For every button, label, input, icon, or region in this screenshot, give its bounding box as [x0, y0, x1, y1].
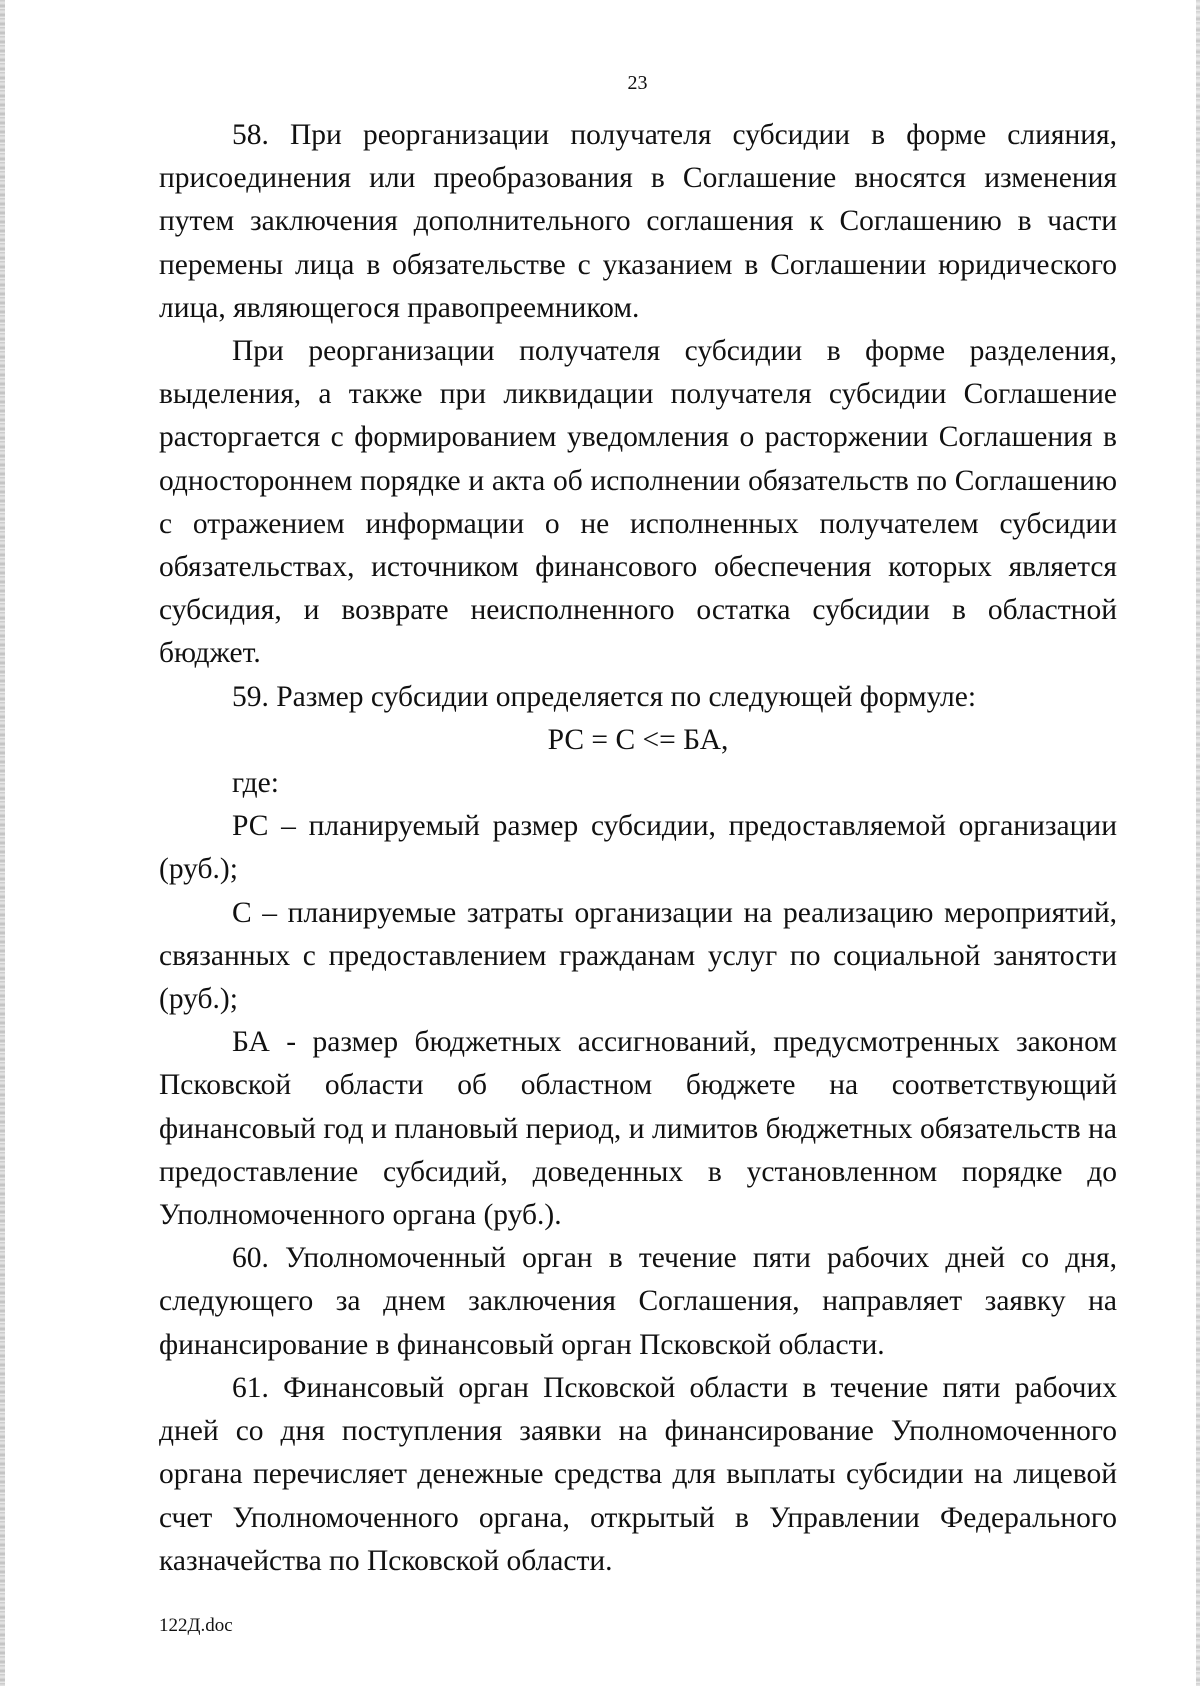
paragraph-58-reorganization: При реорганизации получателя субсидии в форме разделения, выделения, а также при ликвидации получателя субсидии Соглашение расторгается с формированием уведомления о расторжении Соглашения в одностороннем порядке и акта об исполнении обязательств по Соглашению с отражением информации о не исполненных получателем субсидии обязательствах, источником финансового обеспечения которых является субсидия, и возврате неисполненного остатка субсидии в областной бюджет.: [159, 335, 1117, 670]
definition-rs: РС – планируемый размер субсидии, предоставляемой организации (руб.);: [159, 810, 1117, 886]
scan-edge-right: [1196, 0, 1200, 1686]
page-number: 23: [627, 72, 648, 94]
scan-edge-left: [0, 0, 5, 1686]
formula: РС = С <= БА,: [547, 723, 729, 756]
formula-where: где:: [232, 767, 279, 800]
definition-c: С – планируемые затраты организации на реализацию мероприятий, связанных с предоставлением гражданам услуг по социальной занятости (руб.);: [159, 896, 1117, 1016]
footer-filename: 122Д.doc: [159, 1615, 233, 1636]
paragraph-59: 59. Размер субсидии определяется по следующей формуле:: [232, 680, 977, 713]
document-body: [159, 114, 1117, 1583]
paragraph-61: 61. Финансовый орган Псковской области в течение пяти рабочих дней со дня поступления заявки на финансирование Уполномоченного органа перечисляет денежные средства для выплаты субсидии на лицевой счет Уполномоченного органа, открытый в Управлении Федерального казначейства по Псковской области.: [159, 1371, 1117, 1577]
definition-ba: БА - размер бюджетных ассигнований, предусмотренных законом Псковской области об областном бюджете на соответствующий финансовый год и плановый период, и лимитов бюджетных обязательств на предоставление субсидий, доведенных в установленном порядке до Уполномоченного органа (руб.).: [159, 1026, 1117, 1232]
paragraph-60: 60. Уполномоченный орган в течение пяти рабочих дней со дня, следующего за днем заключения Соглашения, направляет заявку на финансирование в финансовый орган Псковской области.: [159, 1242, 1117, 1361]
paragraph-58: 58. При реорганизации получателя субсидии в форме слияния, присоединения или преобразования в Соглашение вносятся изменения путем заключения дополнительного соглашения к Соглашению в части перемены лица в обязательстве с указанием в Соглашении юридического лица, являющегося правопреемником.: [159, 119, 1117, 324]
